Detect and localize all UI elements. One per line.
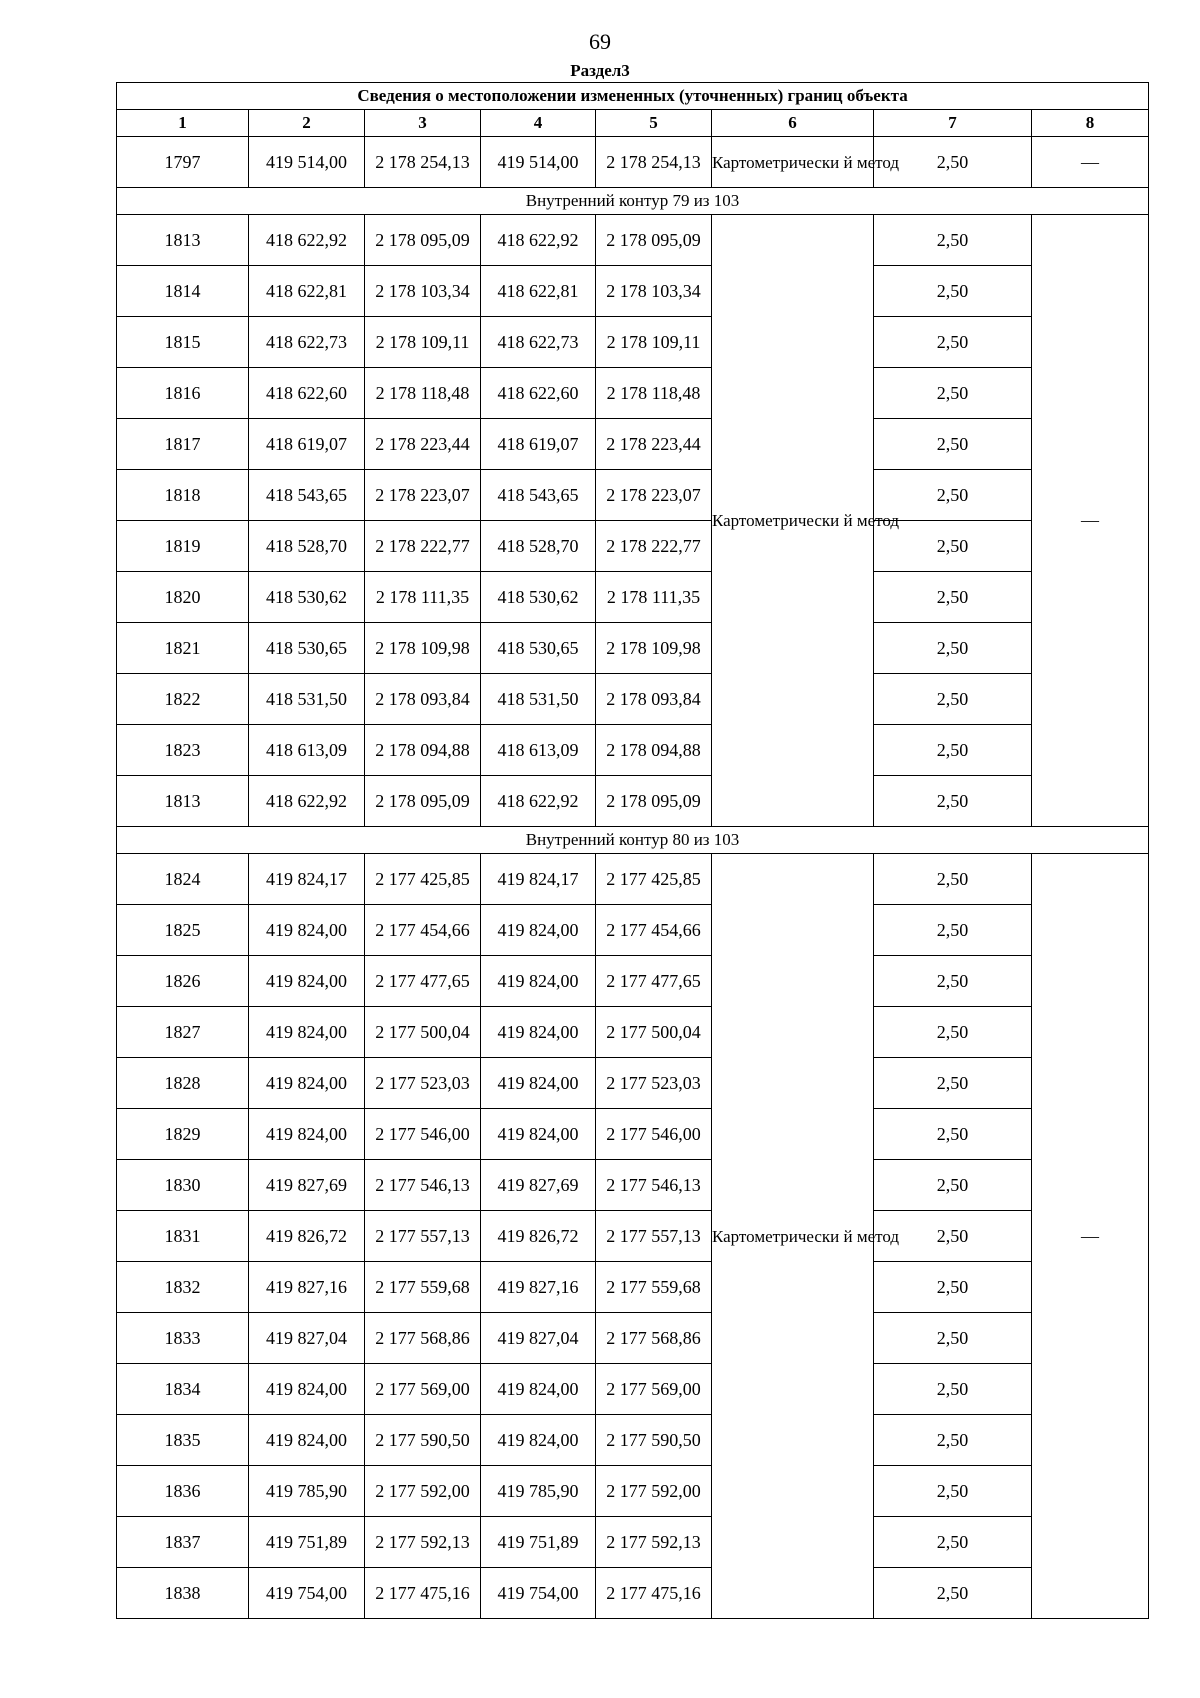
accuracy-cell: 2,50 <box>874 419 1032 470</box>
table-body <box>117 83 1149 1619</box>
y-new-cell: 2 178 223,07 <box>596 470 712 521</box>
x-new-cell: 419 824,00 <box>481 1109 596 1160</box>
y-new-cell: 2 178 111,35 <box>596 572 712 623</box>
y-new-cell: 2 178 254,13 <box>596 137 712 188</box>
accuracy-cell: 2,50 <box>874 1517 1032 1568</box>
x-old-cell: 418 530,65 <box>249 623 365 674</box>
x-old-cell: 419 824,00 <box>249 956 365 1007</box>
y-new-cell: 2 177 592,00 <box>596 1466 712 1517</box>
column-8-cell: — <box>1032 215 1149 827</box>
point-number-cell: 1826 <box>117 956 249 1007</box>
method-cell: Картометрически й метод <box>712 137 874 188</box>
table-row <box>117 1313 1149 1364</box>
y-old-cell: 2 177 559,68 <box>365 1262 481 1313</box>
accuracy-cell: 2,50 <box>874 1262 1032 1313</box>
accuracy-cell: 2,50 <box>874 1415 1032 1466</box>
page-number: 69 <box>589 29 611 54</box>
table-caption-row <box>117 83 1149 110</box>
method-cell: Картометрически й метод <box>712 215 874 827</box>
y-old-cell: 2 177 557,13 <box>365 1211 481 1262</box>
y-old-cell: 2 177 546,00 <box>365 1109 481 1160</box>
x-new-cell: 419 824,17 <box>481 854 596 905</box>
y-old-cell: 2 177 569,00 <box>365 1364 481 1415</box>
x-old-cell: 418 622,60 <box>249 368 365 419</box>
x-old-cell: 419 827,16 <box>249 1262 365 1313</box>
point-number-cell: 1831 <box>117 1211 249 1262</box>
table-row <box>117 1517 1149 1568</box>
x-new-cell: 418 622,73 <box>481 317 596 368</box>
y-old-cell: 2 178 094,88 <box>365 725 481 776</box>
x-new-cell: 419 826,72 <box>481 1211 596 1262</box>
table-row <box>117 572 1149 623</box>
point-number-cell: 1816 <box>117 368 249 419</box>
x-new-cell: 419 785,90 <box>481 1466 596 1517</box>
point-number-cell: 1819 <box>117 521 249 572</box>
table-row <box>117 776 1149 827</box>
x-new-cell: 419 824,00 <box>481 1007 596 1058</box>
y-new-cell: 2 178 222,77 <box>596 521 712 572</box>
table-row <box>117 521 1149 572</box>
x-new-cell: 419 827,69 <box>481 1160 596 1211</box>
y-new-cell: 2 178 095,09 <box>596 776 712 827</box>
accuracy-cell: 2,50 <box>874 572 1032 623</box>
table-row <box>117 1415 1149 1466</box>
x-new-cell: 419 751,89 <box>481 1517 596 1568</box>
contour-header-row <box>117 188 1149 215</box>
point-number-cell: 1822 <box>117 674 249 725</box>
accuracy-cell: 2,50 <box>874 521 1032 572</box>
y-new-cell: 2 178 093,84 <box>596 674 712 725</box>
y-new-cell: 2 177 523,03 <box>596 1058 712 1109</box>
x-new-cell: 418 543,65 <box>481 470 596 521</box>
table-row <box>117 1568 1149 1619</box>
point-number-cell: 1813 <box>117 215 249 266</box>
y-new-cell: 2 177 475,16 <box>596 1568 712 1619</box>
point-number-cell: 1825 <box>117 905 249 956</box>
accuracy-cell: 2,50 <box>874 1109 1032 1160</box>
x-old-cell: 418 528,70 <box>249 521 365 572</box>
table-row <box>117 368 1149 419</box>
table-row <box>117 470 1149 521</box>
accuracy-cell: 2,50 <box>874 674 1032 725</box>
y-new-cell: 2 177 477,65 <box>596 956 712 1007</box>
column-header: 4 <box>481 110 596 137</box>
accuracy-cell: 2,50 <box>874 776 1032 827</box>
table-row <box>117 137 1149 188</box>
x-old-cell: 419 754,00 <box>249 1568 365 1619</box>
table-row <box>117 1466 1149 1517</box>
accuracy-cell: 2,50 <box>874 1313 1032 1364</box>
table-row <box>117 1058 1149 1109</box>
y-old-cell: 2 178 109,98 <box>365 623 481 674</box>
table-row <box>117 1262 1149 1313</box>
point-number-cell: 1815 <box>117 317 249 368</box>
y-new-cell: 2 178 223,44 <box>596 419 712 470</box>
accuracy-cell: 2,50 <box>874 317 1032 368</box>
y-old-cell: 2 177 568,86 <box>365 1313 481 1364</box>
y-new-cell: 2 177 590,50 <box>596 1415 712 1466</box>
y-new-cell: 2 177 546,00 <box>596 1109 712 1160</box>
section-title: Раздел3 <box>570 61 630 80</box>
y-old-cell: 2 178 109,11 <box>365 317 481 368</box>
point-number-cell: 1823 <box>117 725 249 776</box>
accuracy-cell: 2,50 <box>874 725 1032 776</box>
x-old-cell: 419 751,89 <box>249 1517 365 1568</box>
x-new-cell: 418 530,65 <box>481 623 596 674</box>
coordinates-table <box>116 82 1149 1619</box>
point-number-cell: 1824 <box>117 854 249 905</box>
y-old-cell: 2 177 592,13 <box>365 1517 481 1568</box>
point-number-cell: 1832 <box>117 1262 249 1313</box>
x-new-cell: 418 622,60 <box>481 368 596 419</box>
y-old-cell: 2 177 475,16 <box>365 1568 481 1619</box>
y-old-cell: 2 178 095,09 <box>365 215 481 266</box>
x-old-cell: 419 824,00 <box>249 1415 365 1466</box>
point-number-cell: 1829 <box>117 1109 249 1160</box>
y-old-cell: 2 178 103,34 <box>365 266 481 317</box>
y-new-cell: 2 177 592,13 <box>596 1517 712 1568</box>
x-old-cell: 419 824,00 <box>249 1109 365 1160</box>
point-number-cell: 1828 <box>117 1058 249 1109</box>
x-new-cell: 419 827,16 <box>481 1262 596 1313</box>
x-old-cell: 418 543,65 <box>249 470 365 521</box>
point-number-cell: 1827 <box>117 1007 249 1058</box>
x-old-cell: 419 785,90 <box>249 1466 365 1517</box>
table-row <box>117 215 1149 266</box>
x-old-cell: 418 619,07 <box>249 419 365 470</box>
x-new-cell: 419 754,00 <box>481 1568 596 1619</box>
point-number-cell: 1834 <box>117 1364 249 1415</box>
y-new-cell: 2 177 559,68 <box>596 1262 712 1313</box>
accuracy-cell: 2,50 <box>874 1007 1032 1058</box>
point-number-cell: 1821 <box>117 623 249 674</box>
accuracy-cell: 2,50 <box>874 470 1032 521</box>
x-new-cell: 419 824,00 <box>481 1415 596 1466</box>
column-header: 6 <box>712 110 874 137</box>
point-number-cell: 1838 <box>117 1568 249 1619</box>
accuracy-cell: 2,50 <box>874 905 1032 956</box>
table-row <box>117 1160 1149 1211</box>
x-new-cell: 419 824,00 <box>481 1364 596 1415</box>
x-new-cell: 418 531,50 <box>481 674 596 725</box>
accuracy-cell: 2,50 <box>874 1466 1032 1517</box>
column-header: 7 <box>874 110 1032 137</box>
y-old-cell: 2 178 093,84 <box>365 674 481 725</box>
column-8-cell: — <box>1032 137 1149 188</box>
contour-label: Внутренний контур 80 из 103 <box>117 827 1149 854</box>
x-new-cell: 418 622,81 <box>481 266 596 317</box>
x-old-cell: 418 622,81 <box>249 266 365 317</box>
accuracy-cell: 2,50 <box>874 266 1032 317</box>
y-new-cell: 2 178 109,11 <box>596 317 712 368</box>
y-old-cell: 2 177 592,00 <box>365 1466 481 1517</box>
table-row <box>117 1007 1149 1058</box>
table-row <box>117 1109 1149 1160</box>
column-8-cell: — <box>1032 854 1149 1619</box>
y-new-cell: 2 177 500,04 <box>596 1007 712 1058</box>
x-old-cell: 418 622,92 <box>249 215 365 266</box>
y-old-cell: 2 177 477,65 <box>365 956 481 1007</box>
point-number-cell: 1830 <box>117 1160 249 1211</box>
contour-label: Внутренний контур 79 из 103 <box>117 188 1149 215</box>
point-number-cell: 1835 <box>117 1415 249 1466</box>
table-row <box>117 725 1149 776</box>
point-number-cell: 1813 <box>117 776 249 827</box>
table-row <box>117 854 1149 905</box>
accuracy-cell: 2,50 <box>874 137 1032 188</box>
y-new-cell: 2 177 425,85 <box>596 854 712 905</box>
table-row <box>117 1364 1149 1415</box>
y-new-cell: 2 178 095,09 <box>596 215 712 266</box>
accuracy-cell: 2,50 <box>874 1058 1032 1109</box>
method-cell: Картометрически й метод <box>712 854 874 1619</box>
column-header-row <box>117 110 1149 137</box>
y-old-cell: 2 177 425,85 <box>365 854 481 905</box>
y-new-cell: 2 177 569,00 <box>596 1364 712 1415</box>
y-new-cell: 2 178 118,48 <box>596 368 712 419</box>
point-number-cell: 1837 <box>117 1517 249 1568</box>
accuracy-cell: 2,50 <box>874 1211 1032 1262</box>
x-new-cell: 419 824,00 <box>481 905 596 956</box>
column-header: 1 <box>117 110 249 137</box>
y-old-cell: 2 177 590,50 <box>365 1415 481 1466</box>
x-old-cell: 419 514,00 <box>249 137 365 188</box>
y-old-cell: 2 178 111,35 <box>365 572 481 623</box>
x-old-cell: 418 613,09 <box>249 725 365 776</box>
column-header: 8 <box>1032 110 1149 137</box>
x-old-cell: 418 531,50 <box>249 674 365 725</box>
point-number-cell: 1797 <box>117 137 249 188</box>
x-old-cell: 419 827,69 <box>249 1160 365 1211</box>
table-row <box>117 956 1149 1007</box>
y-old-cell: 2 177 500,04 <box>365 1007 481 1058</box>
y-old-cell: 2 178 095,09 <box>365 776 481 827</box>
accuracy-cell: 2,50 <box>874 368 1032 419</box>
contour-header-row <box>117 827 1149 854</box>
x-old-cell: 419 824,00 <box>249 1007 365 1058</box>
y-old-cell: 2 178 118,48 <box>365 368 481 419</box>
x-new-cell: 418 619,07 <box>481 419 596 470</box>
y-old-cell: 2 178 223,44 <box>365 419 481 470</box>
point-number-cell: 1836 <box>117 1466 249 1517</box>
table-row <box>117 674 1149 725</box>
x-new-cell: 418 622,92 <box>481 776 596 827</box>
x-new-cell: 418 622,92 <box>481 215 596 266</box>
column-header: 2 <box>249 110 365 137</box>
y-new-cell: 2 178 109,98 <box>596 623 712 674</box>
y-old-cell: 2 178 254,13 <box>365 137 481 188</box>
table-caption: Сведения о местоположении измененных (уточненных) границ объекта <box>117 83 1149 110</box>
x-old-cell: 419 824,00 <box>249 1058 365 1109</box>
y-new-cell: 2 178 094,88 <box>596 725 712 776</box>
y-new-cell: 2 177 557,13 <box>596 1211 712 1262</box>
y-new-cell: 2 178 103,34 <box>596 266 712 317</box>
table-row <box>117 317 1149 368</box>
y-old-cell: 2 177 454,66 <box>365 905 481 956</box>
x-old-cell: 419 826,72 <box>249 1211 365 1262</box>
point-number-cell: 1833 <box>117 1313 249 1364</box>
point-number-cell: 1817 <box>117 419 249 470</box>
table-row <box>117 623 1149 674</box>
accuracy-cell: 2,50 <box>874 1568 1032 1619</box>
y-new-cell: 2 177 454,66 <box>596 905 712 956</box>
x-old-cell: 419 824,00 <box>249 1364 365 1415</box>
y-old-cell: 2 178 222,77 <box>365 521 481 572</box>
x-old-cell: 419 824,00 <box>249 905 365 956</box>
point-number-cell: 1820 <box>117 572 249 623</box>
column-header: 3 <box>365 110 481 137</box>
table-row <box>117 266 1149 317</box>
table-row <box>117 419 1149 470</box>
x-old-cell: 419 824,17 <box>249 854 365 905</box>
point-number-cell: 1818 <box>117 470 249 521</box>
accuracy-cell: 2,50 <box>874 215 1032 266</box>
x-new-cell: 419 824,00 <box>481 956 596 1007</box>
x-new-cell: 419 514,00 <box>481 137 596 188</box>
table-row <box>117 905 1149 956</box>
point-number-cell: 1814 <box>117 266 249 317</box>
x-new-cell: 418 530,62 <box>481 572 596 623</box>
accuracy-cell: 2,50 <box>874 854 1032 905</box>
x-new-cell: 418 528,70 <box>481 521 596 572</box>
y-old-cell: 2 177 523,03 <box>365 1058 481 1109</box>
table-row <box>117 1211 1149 1262</box>
accuracy-cell: 2,50 <box>874 1364 1032 1415</box>
x-new-cell: 418 613,09 <box>481 725 596 776</box>
x-new-cell: 419 824,00 <box>481 1058 596 1109</box>
accuracy-cell: 2,50 <box>874 956 1032 1007</box>
y-old-cell: 2 177 546,13 <box>365 1160 481 1211</box>
accuracy-cell: 2,50 <box>874 1160 1032 1211</box>
x-old-cell: 418 530,62 <box>249 572 365 623</box>
x-old-cell: 418 622,73 <box>249 317 365 368</box>
y-old-cell: 2 178 223,07 <box>365 470 481 521</box>
accuracy-cell: 2,50 <box>874 623 1032 674</box>
y-new-cell: 2 177 546,13 <box>596 1160 712 1211</box>
column-header: 5 <box>596 110 712 137</box>
x-old-cell: 418 622,92 <box>249 776 365 827</box>
x-new-cell: 419 827,04 <box>481 1313 596 1364</box>
x-old-cell: 419 827,04 <box>249 1313 365 1364</box>
y-new-cell: 2 177 568,86 <box>596 1313 712 1364</box>
